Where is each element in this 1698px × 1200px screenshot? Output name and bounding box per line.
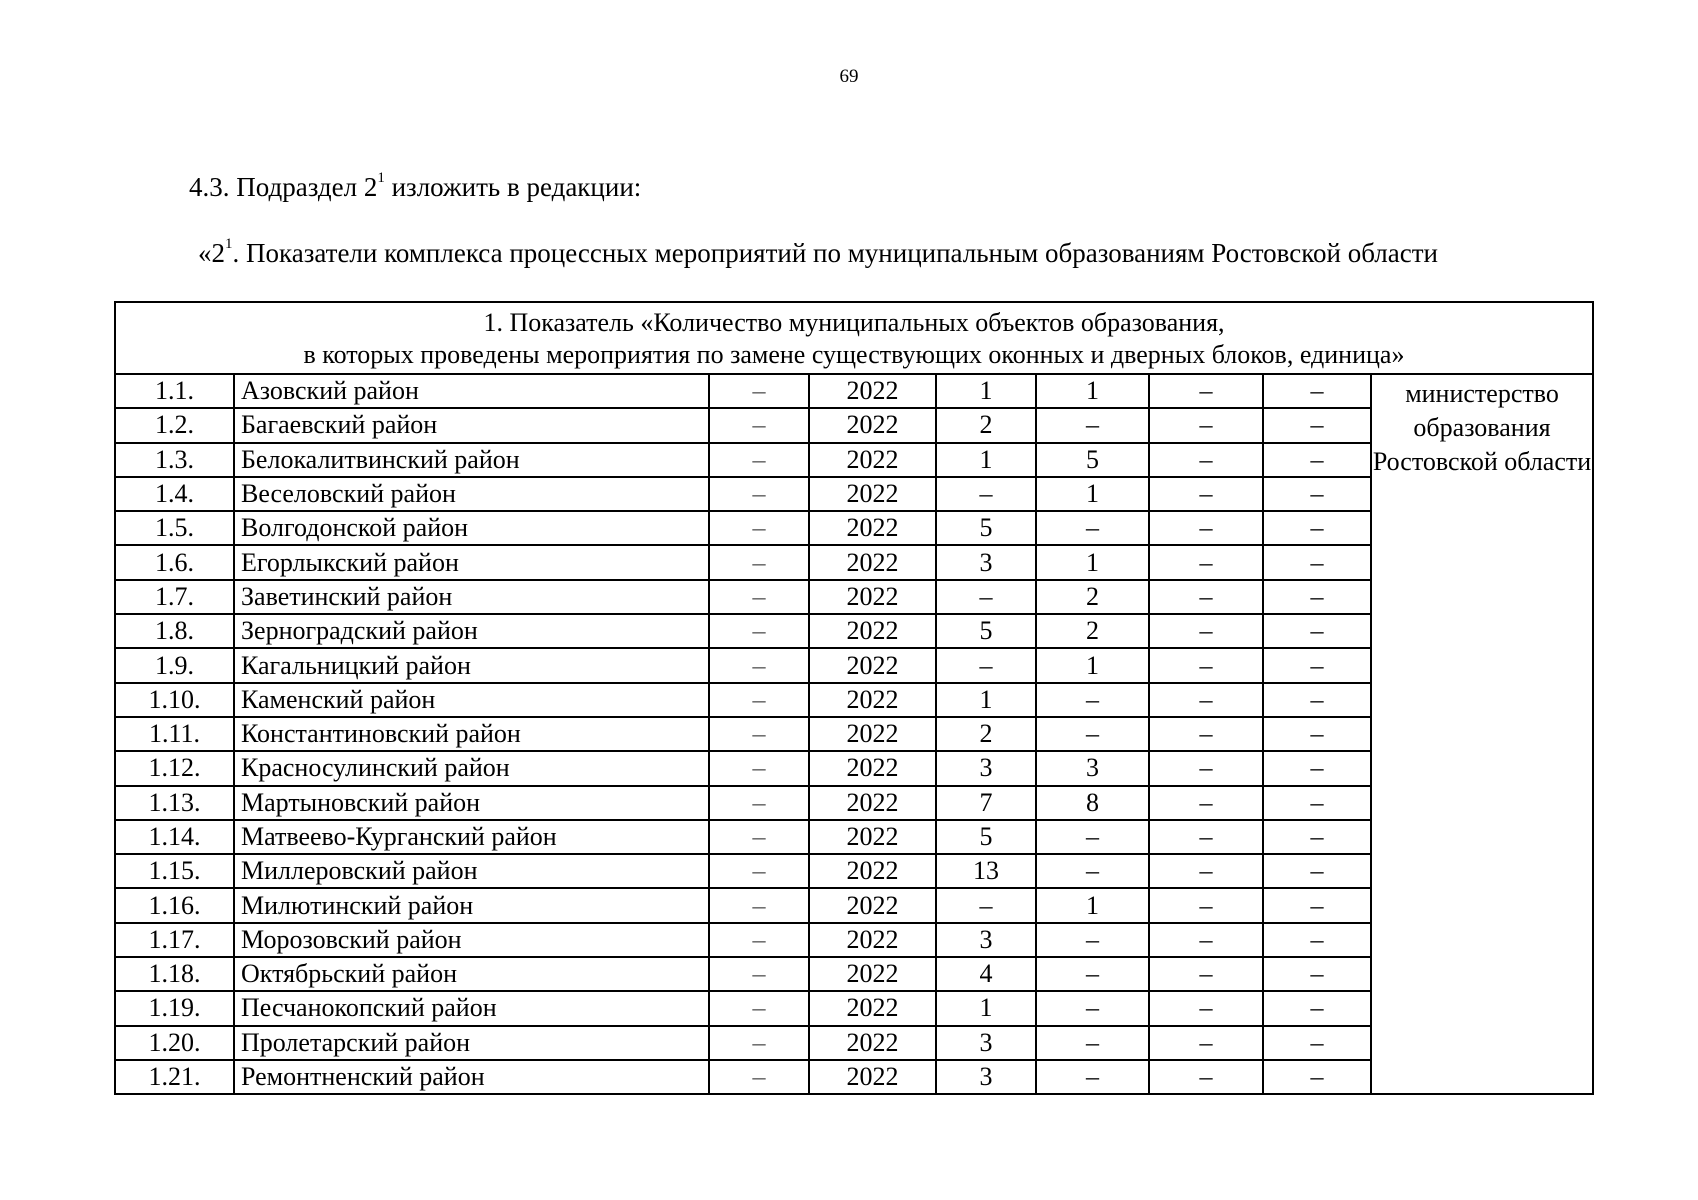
value-2024-cell: –	[1149, 991, 1263, 1025]
row-number-cell: 1.17.	[115, 923, 234, 957]
base-year-cell: 2022	[809, 786, 936, 820]
base-value-cell: –	[709, 1060, 809, 1094]
base-year-cell: 2022	[809, 683, 936, 717]
value-2024-cell: –	[1149, 751, 1263, 785]
base-year-cell: 2022	[809, 545, 936, 579]
value-2022-cell: 1	[936, 374, 1036, 408]
value-2022-cell: 2	[936, 717, 1036, 751]
value-2023-cell: 2	[1036, 580, 1149, 614]
base-year-cell: 2022	[809, 580, 936, 614]
municipality-name-cell: Матвеево-Курганский район	[234, 820, 709, 854]
value-2024-cell: –	[1149, 854, 1263, 888]
value-2023-cell: –	[1036, 408, 1149, 442]
table-header-row	[115, 302, 1593, 374]
municipality-name-cell: Егорлыкский район	[234, 545, 709, 579]
base-year-cell: 2022	[809, 408, 936, 442]
row-number-cell: 1.3.	[115, 443, 234, 477]
value-2023-cell: 5	[1036, 443, 1149, 477]
base-value-cell: –	[709, 443, 809, 477]
municipality-name-cell: Веселовский район	[234, 477, 709, 511]
base-year-cell: 2022	[809, 443, 936, 477]
value-2030-cell: –	[1263, 580, 1371, 614]
intro-paragraph	[189, 172, 641, 203]
base-value-cell: –	[709, 580, 809, 614]
value-2022-cell: 3	[936, 923, 1036, 957]
value-2024-cell: –	[1149, 443, 1263, 477]
intro-suffix: изложить в редакции:	[384, 172, 642, 202]
municipality-name-cell: Октябрьский район	[234, 957, 709, 991]
value-2024-cell: –	[1149, 717, 1263, 751]
row-number-cell: 1.21.	[115, 1060, 234, 1094]
base-value-cell: –	[709, 408, 809, 442]
value-2023-cell: 1	[1036, 477, 1149, 511]
value-2024-cell: –	[1149, 1060, 1263, 1094]
base-year-cell: 2022	[809, 820, 936, 854]
value-2024-cell: –	[1149, 786, 1263, 820]
value-2022-cell: 3	[936, 545, 1036, 579]
row-number-cell: 1.7.	[115, 580, 234, 614]
base-value-cell: –	[709, 374, 809, 408]
value-2030-cell: –	[1263, 751, 1371, 785]
row-number-cell: 1.15.	[115, 854, 234, 888]
table-body	[115, 302, 1593, 1094]
row-number-cell: 1.11.	[115, 717, 234, 751]
base-year-cell: 2022	[809, 511, 936, 545]
value-2022-cell: 5	[936, 820, 1036, 854]
value-2023-cell: –	[1036, 854, 1149, 888]
value-2030-cell: –	[1263, 511, 1371, 545]
value-2023-cell: 1	[1036, 545, 1149, 579]
base-year-cell: 2022	[809, 374, 936, 408]
base-year-cell: 2022	[809, 888, 936, 922]
base-year-cell: 2022	[809, 854, 936, 888]
section-title-prefix: «2	[198, 238, 225, 268]
value-2023-cell: 1	[1036, 888, 1149, 922]
value-2024-cell: –	[1149, 408, 1263, 442]
value-2030-cell: –	[1263, 648, 1371, 682]
municipality-name-cell: Милютинский район	[234, 888, 709, 922]
value-2030-cell: –	[1263, 614, 1371, 648]
base-year-cell: 2022	[809, 923, 936, 957]
base-value-cell: –	[709, 683, 809, 717]
municipality-name-cell: Миллеровский район	[234, 854, 709, 888]
value-2030-cell: –	[1263, 991, 1371, 1025]
municipality-name-cell: Константиновский район	[234, 717, 709, 751]
base-year-cell: 2022	[809, 751, 936, 785]
value-2022-cell: –	[936, 477, 1036, 511]
row-number-cell: 1.14.	[115, 820, 234, 854]
municipality-name-cell: Белокалитвинский район	[234, 443, 709, 477]
base-value-cell: –	[709, 820, 809, 854]
base-value-cell: –	[709, 888, 809, 922]
row-number-cell: 1.1.	[115, 374, 234, 408]
municipality-name-cell: Красносулинский район	[234, 751, 709, 785]
row-number-cell: 1.4.	[115, 477, 234, 511]
base-value-cell: –	[709, 957, 809, 991]
value-2024-cell: –	[1149, 1026, 1263, 1060]
base-value-cell: –	[709, 477, 809, 511]
base-value-cell: –	[709, 751, 809, 785]
municipality-name-cell: Песчанокопский район	[234, 991, 709, 1025]
row-number-cell: 1.13.	[115, 786, 234, 820]
value-2030-cell: –	[1263, 717, 1371, 751]
value-2022-cell: 2	[936, 408, 1036, 442]
value-2030-cell: –	[1263, 545, 1371, 579]
value-2024-cell: –	[1149, 923, 1263, 957]
base-year-cell: 2022	[809, 614, 936, 648]
value-2030-cell: –	[1263, 477, 1371, 511]
row-number-cell: 1.12.	[115, 751, 234, 785]
value-2023-cell: –	[1036, 1060, 1149, 1094]
value-2024-cell: –	[1149, 374, 1263, 408]
section-title-suffix: . Показатели комплекса процессных мероприятий по муниципальным образованиям Ростовской области	[232, 238, 1438, 268]
row-number-cell: 1.20.	[115, 1026, 234, 1060]
base-value-cell: –	[709, 854, 809, 888]
row-number-cell: 1.5.	[115, 511, 234, 545]
value-2024-cell: –	[1149, 888, 1263, 922]
municipality-name-cell: Заветинский район	[234, 580, 709, 614]
value-2030-cell: –	[1263, 923, 1371, 957]
base-value-cell: –	[709, 648, 809, 682]
value-2023-cell: 2	[1036, 614, 1149, 648]
municipality-name-cell: Багаевский район	[234, 408, 709, 442]
municipality-name-cell: Волгодонской район	[234, 511, 709, 545]
municipality-name-cell: Мартыновский район	[234, 786, 709, 820]
responsible-agency-cell: министерство образования Ростовской области	[1371, 374, 1593, 1094]
value-2030-cell: –	[1263, 1026, 1371, 1060]
value-2024-cell: –	[1149, 614, 1263, 648]
base-value-cell: –	[709, 1026, 809, 1060]
value-2023-cell: –	[1036, 991, 1149, 1025]
value-2024-cell: –	[1149, 820, 1263, 854]
base-year-cell: 2022	[809, 717, 936, 751]
value-2024-cell: –	[1149, 545, 1263, 579]
section-title-superscript: 1	[225, 236, 233, 252]
base-value-cell: –	[709, 786, 809, 820]
row-number-cell: 1.19.	[115, 991, 234, 1025]
value-2023-cell: –	[1036, 820, 1149, 854]
value-2024-cell: –	[1149, 683, 1263, 717]
value-2022-cell: –	[936, 888, 1036, 922]
row-number-cell: 1.18.	[115, 957, 234, 991]
value-2024-cell: –	[1149, 511, 1263, 545]
value-2030-cell: –	[1263, 957, 1371, 991]
value-2022-cell: 13	[936, 854, 1036, 888]
value-2024-cell: –	[1149, 477, 1263, 511]
value-2030-cell: –	[1263, 820, 1371, 854]
value-2023-cell: –	[1036, 957, 1149, 991]
municipality-name-cell: Каменский район	[234, 683, 709, 717]
value-2022-cell: 7	[936, 786, 1036, 820]
row-number-cell: 1.6.	[115, 545, 234, 579]
value-2022-cell: 1	[936, 683, 1036, 717]
base-value-cell: –	[709, 614, 809, 648]
value-2023-cell: 1	[1036, 648, 1149, 682]
value-2023-cell: 1	[1036, 374, 1149, 408]
base-value-cell: –	[709, 717, 809, 751]
intro-superscript: 1	[377, 170, 385, 186]
value-2022-cell: 3	[936, 751, 1036, 785]
value-2030-cell: –	[1263, 443, 1371, 477]
section-title	[198, 238, 1438, 269]
indicators-table	[114, 301, 1594, 1095]
value-2023-cell: 8	[1036, 786, 1149, 820]
value-2024-cell: –	[1149, 580, 1263, 614]
base-value-cell: –	[709, 545, 809, 579]
value-2022-cell: 3	[936, 1060, 1036, 1094]
value-2022-cell: 1	[936, 991, 1036, 1025]
value-2030-cell: –	[1263, 683, 1371, 717]
value-2030-cell: –	[1263, 854, 1371, 888]
value-2022-cell: 3	[936, 1026, 1036, 1060]
indicator-header-line-2: в которых проведены мероприятия по замене существующих оконных и дверных блоков, единица»	[303, 340, 1405, 369]
indicator-header	[115, 302, 1593, 374]
row-number-cell: 1.10.	[115, 683, 234, 717]
value-2023-cell: 3	[1036, 751, 1149, 785]
value-2024-cell: –	[1149, 648, 1263, 682]
value-2023-cell: –	[1036, 923, 1149, 957]
base-year-cell: 2022	[809, 1026, 936, 1060]
base-value-cell: –	[709, 991, 809, 1025]
row-number-cell: 1.8.	[115, 614, 234, 648]
value-2022-cell: 4	[936, 957, 1036, 991]
value-2022-cell: 5	[936, 614, 1036, 648]
table-row	[115, 374, 1593, 408]
value-2022-cell: 1	[936, 443, 1036, 477]
row-number-cell: 1.9.	[115, 648, 234, 682]
value-2030-cell: –	[1263, 1060, 1371, 1094]
row-number-cell: 1.2.	[115, 408, 234, 442]
municipality-name-cell: Кагальницкий район	[234, 648, 709, 682]
base-year-cell: 2022	[809, 477, 936, 511]
indicator-header-line-1: 1. Показатель «Количество муниципальных объектов образования,	[483, 308, 1225, 337]
value-2030-cell: –	[1263, 786, 1371, 820]
base-year-cell: 2022	[809, 991, 936, 1025]
value-2022-cell: 5	[936, 511, 1036, 545]
value-2023-cell: –	[1036, 1026, 1149, 1060]
municipality-name-cell: Азовский район	[234, 374, 709, 408]
municipality-name-cell: Зерноградский район	[234, 614, 709, 648]
base-year-cell: 2022	[809, 648, 936, 682]
municipality-name-cell: Пролетарский район	[234, 1026, 709, 1060]
municipality-name-cell: Ремонтненский район	[234, 1060, 709, 1094]
municipality-name-cell: Морозовский район	[234, 923, 709, 957]
value-2024-cell: –	[1149, 957, 1263, 991]
base-value-cell: –	[709, 923, 809, 957]
page-number: 69	[839, 66, 859, 87]
base-value-cell: –	[709, 511, 809, 545]
value-2030-cell: –	[1263, 888, 1371, 922]
value-2023-cell: –	[1036, 683, 1149, 717]
value-2022-cell: –	[936, 648, 1036, 682]
value-2023-cell: –	[1036, 717, 1149, 751]
value-2023-cell: –	[1036, 511, 1149, 545]
value-2022-cell: –	[936, 580, 1036, 614]
value-2030-cell: –	[1263, 374, 1371, 408]
base-year-cell: 2022	[809, 1060, 936, 1094]
intro-prefix: 4.3. Подраздел 2	[189, 172, 378, 202]
base-year-cell: 2022	[809, 957, 936, 991]
value-2030-cell: –	[1263, 408, 1371, 442]
row-number-cell: 1.16.	[115, 888, 234, 922]
